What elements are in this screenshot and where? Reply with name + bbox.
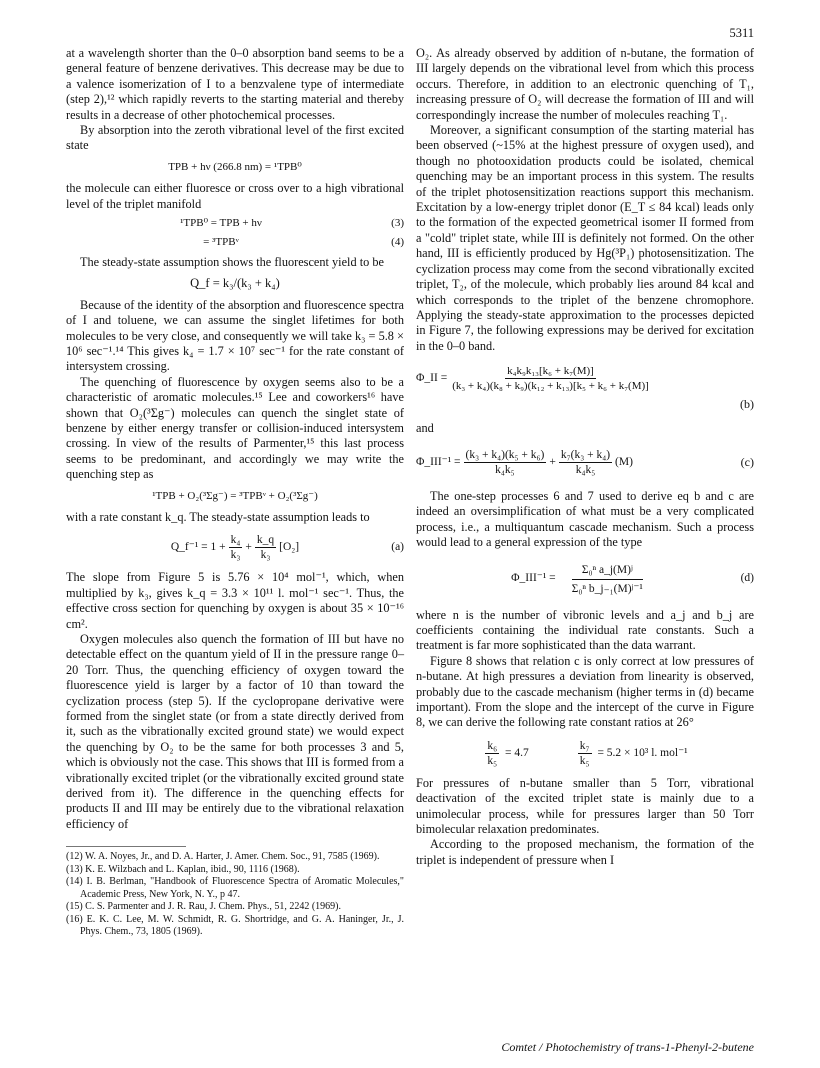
equation-lhs: Φ_II = [416, 371, 448, 384]
equation-c [416, 448, 754, 477]
equation-lhs: Q_f⁻¹ = 1 + [170, 541, 226, 554]
numerator: k₆ [487, 739, 498, 752]
numerator: k₇(k₃ + k₄) [560, 448, 611, 461]
equation-tag: (a) [391, 541, 404, 554]
equation-fluorescence-yield: Q_f = k₃/(k₃ + k₄) [190, 276, 280, 291]
equation-tag: (4) [391, 236, 404, 249]
fraction [562, 561, 653, 598]
right-column [416, 46, 754, 868]
paragraph: For pressures of n-butane smaller than 5 Torr, vibrational deactivation of the excited triplet state is mainly due to a unimolecular process, while for pressures larger than 50 Torr bimolecular relaxation predominates. [416, 775, 754, 837]
paragraph: According to the proposed mechanism, the formation of the triplet is independent of pressure when I [416, 837, 754, 867]
equation-rhs: (M) [615, 455, 633, 468]
fraction [559, 448, 612, 477]
denominator: k₅ [487, 754, 498, 767]
plus-sign: + [549, 455, 556, 468]
equation-4 [66, 235, 404, 250]
paragraph: O₂. As already observed by addition of n-butane, the formation of III largely depends on the vibrational level from which this process occurs. Therefore, in addition to an electronic quenching of T₁, increasing pressure of O₂ will decrease the formation of III and will correspondingly increase the number of molecules reaching T₁. [416, 46, 754, 122]
equation-tag: (c) [740, 454, 754, 469]
paragraph: The quenching of fluorescence by oxygen seems also to be a characteristic of aromatic molecules.¹⁵ Lee and coworkers¹⁶ have shown that O₂(³Σg⁻) molecules can quench the singlet state of benzene by either energy transfer or collision-induced intersystem crossing. In view of the results of Parmenter,¹⁵ this last process seems to be predominant, and accordingly we may write the quenching step as [66, 374, 404, 482]
ratio-value: = 4.7 [505, 746, 529, 759]
equation-rhs: [O₂] [279, 541, 300, 554]
fraction [229, 533, 243, 562]
paragraph: The slope from Figure 5 is 5.76 × 10⁴ mol⁻¹, which, when multiplied by k₃, gives k_q = 3.3 × 10¹¹ l. mol⁻¹ sec⁻¹. Thus, the effective cross section for quenching by oxygen is about 35 × 10⁻¹⁶ cm². [66, 570, 404, 631]
footnotes [66, 851, 404, 939]
paragraph: The one-step processes 6 and 7 used to derive eq b and c are indeed an oversimplification of what must be a very complicated process, i.e., a multiquantum cascade mechanism. Such a process would lead to a general expression of the type [416, 488, 754, 550]
paragraph: at a wavelength shorter than the 0–0 absorption band seems to be a general feature of benzene derivatives. This decrease may be due to a valence isomerization of I to a benzvalene type of intermediate (step 2),¹² which rapidly reverts to the starting material and thereby results in a decrease of other photochemical processes. [66, 46, 404, 122]
left-column [66, 46, 404, 939]
paragraph: Because of the identity of the absorption and fluorescence spectra of I and toluene, we can assume the singlet lifetimes for both molecules to be very close, and consequently we will take k₃ = 5.8 × 10⁶ sec⁻¹.¹⁴ This gives k₄ = 1.7 × 10⁷ sec⁻¹ for the rate constant of intersystem crossing. [66, 297, 404, 374]
equation-lhs: Φ_III⁻¹ = [511, 572, 556, 585]
ratio-k6-k5 [482, 739, 528, 768]
equation-tag: (d) [740, 572, 754, 585]
equation-body: = ³TPBᵛ [203, 236, 239, 249]
page-number: 5311 [729, 26, 754, 40]
equation-b [416, 364, 754, 393]
rate-ratios [416, 739, 754, 768]
denominator: k₃ [260, 549, 271, 562]
paragraph: with a rate constant k_q. The steady-state assumption leads to [66, 509, 370, 524]
fraction [578, 739, 592, 768]
numerator: k₇ [579, 739, 590, 752]
paragraph: where n is the number of vibronic levels and a_j and b_j are coefficients containing the individual rate constants. Such a treatment is far more sophisticated than the data warrant. [416, 607, 754, 653]
numerator: (k₃ + k₄)(k₅ + k₆) [465, 448, 545, 461]
numerator: k₄ [230, 534, 241, 547]
equation-a [66, 533, 404, 562]
numerator: k_q [256, 534, 275, 547]
numerator: k₄k₉k₁₃[k₆ + k₇(M)] [507, 365, 594, 378]
fraction [464, 448, 547, 477]
running-footer: Comtet / Photochemistry of trans-1-Phenyl-2-butene [501, 1040, 754, 1054]
equation-quenching: ¹TPB + O₂(³Σg⁻) = ³TPBᵛ + O₂(³Σg⁻) [152, 489, 318, 502]
paragraph: the molecule can either fluoresce or cross over to a high vibrational level of the triplet manifold [66, 181, 404, 211]
fraction [485, 739, 499, 768]
equation-absorption: TPB + hν (266.8 nm) = ¹TPB⁰ [168, 160, 302, 173]
numerator: Σ₀ⁿ a_j(M)ʲ [572, 561, 643, 580]
fraction [450, 364, 651, 393]
equation-lhs: Φ_III⁻¹ = [416, 455, 461, 468]
paragraph: Moreover, a significant consumption of the starting material has been observed (~15% at the highest pressure of oxygen used), and though no photooxidation products could be isolated, chemical quenching may be an important process in this system. The results of the triplet photosensitization reactions support this mechanism. Excitation by a low-energy triplet donor (E_T ≤ 84 kcal) leads only to the formation of the expected geometrical isomer II formed from a "cold" triplet state, while III is definitely not formed. On the other hand, III is efficiently produced by Hg(³P₁) photosensitization. The cyclization process may come from the second vibrationally excited triplet, T₂, of the molecule, which probably lies around 84 kcal and which corresponds to the triplet of the benzene chromophore. Applying the steady-state approximation to the processes depicted in Figure 7, the following expressions may be derived for excitation in the 0–0 band. [416, 123, 754, 353]
denominator: k₃ [230, 549, 241, 562]
denominator: k₄k₅ [575, 463, 596, 476]
denominator: k₄k₅ [495, 463, 515, 476]
footnote: (14) I. B. Berlman, "Handbook of Fluorescence Spectra of Aromatic Molecules," Academic Press, New York, N. Y., p 47. [66, 876, 404, 900]
ratio-k7-k5 [575, 739, 688, 768]
paragraph: Figure 8 shows that relation c is only correct at low pressures of n-butane. At high pressures a deviation from linearity is observed, probably due to the cascade mechanism (higher terms in (d) became important). From the slope and the intercept of the curve in Figure 8, we can derive the following rate constant ratios at 26° [416, 653, 754, 730]
plus-sign: + [245, 541, 252, 554]
footnote: (13) K. E. Wilzbach and L. Kaplan, ibid., 90, 1116 (1968). [66, 863, 300, 875]
equation-tag: (b) [740, 397, 754, 412]
equation-tag: (3) [391, 217, 404, 230]
paragraph: By absorption into the zeroth vibrational level of the first excited state [66, 123, 404, 153]
paragraph: and [416, 420, 434, 435]
denominator: Σ₀ⁿ b_j₋₁(M)ʲ⁻¹ [571, 582, 643, 595]
paragraph: The steady-state assumption shows the fluorescent yield to be [80, 254, 384, 269]
equation-body: ¹TPB⁰ = TPB + hν [180, 217, 262, 230]
footnote: (16) E. K. C. Lee, M. W. Schmidt, R. G. Shortridge, and G. A. Haninger, Jr., J. Phys. Chem., 73, 1805 (1969). [66, 913, 404, 938]
denominator: (k₃ + k₄)(k₈ + k₉)(k₁₂ + k₁₃)[k₅ + k₆ + k₇(M)] [452, 380, 649, 393]
footnote: (12) W. A. Noyes, Jr., and D. A. Harter, J. Amer. Chem. Soc., 91, 7585 (1969). [66, 851, 380, 863]
equation-3 [66, 216, 404, 231]
ratio-value: = 5.2 × 10³ l. mol⁻¹ [597, 746, 688, 759]
paragraph: Oxygen molecules also quench the formation of III but have no detectable effect on the quantum yield of II in the pressure range 0–20 Torr. Thus, the quenching efficiency of oxygen toward the fluorescence yield is larger by a factor of 10 than toward the cyclization process (step 5). If the cyclopropane derivative were formed from the singlet state (or from a state directly derived from it, such as the vibrationally excited ground state) we would expect the quenching by O₂ to be the same for both processes 3 and 5, which is obviously not the case. This shows that III is formed from a vibrationally excited triplet (or the vibrationally excited ground state derived from it). The difference in the quenching effects for products II and III may be entirely due to the vibrational relaxation efficiency of [66, 632, 404, 831]
denominator: k₅ [579, 754, 590, 767]
fraction [255, 533, 276, 562]
equation-d [416, 561, 754, 598]
footnote: (15) C. S. Parmenter and J. R. Rau, J. Chem. Phys., 51, 2242 (1969). [66, 901, 341, 913]
